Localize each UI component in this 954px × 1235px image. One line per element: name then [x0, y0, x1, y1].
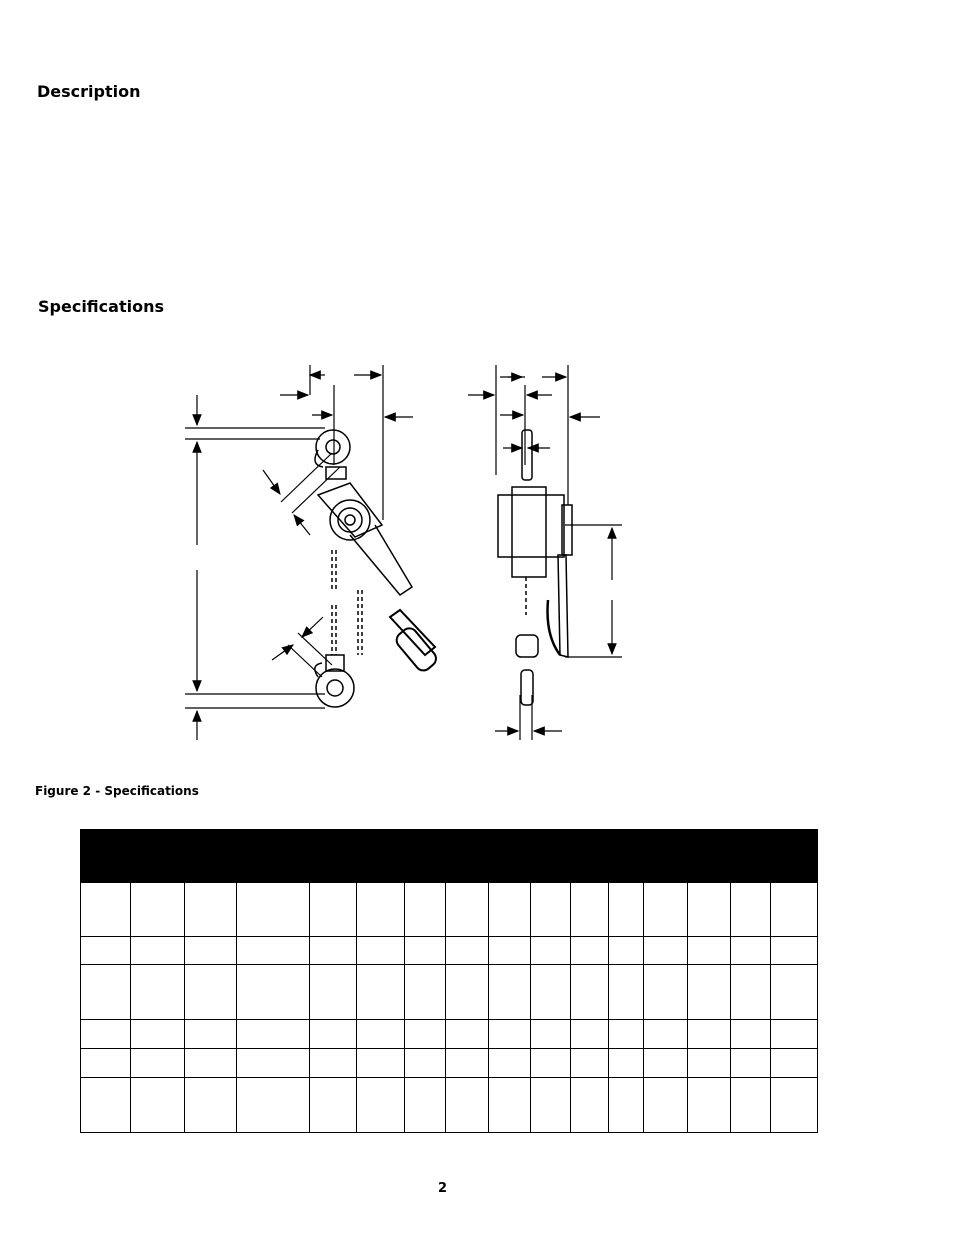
table-cell [688, 1078, 731, 1133]
table-cell [81, 965, 131, 1020]
table-cell [310, 1020, 357, 1049]
table-cell [185, 1049, 237, 1078]
table-cell [237, 1020, 310, 1049]
table-cell [571, 1078, 609, 1133]
table-cell [609, 965, 644, 1020]
table-cell [185, 1078, 237, 1133]
table-cell [731, 1078, 771, 1133]
table-header-row [81, 830, 818, 883]
table-row [81, 1020, 818, 1049]
table-row [81, 1078, 818, 1133]
table-cell [237, 937, 310, 965]
specifications-heading: Specifications [38, 297, 164, 316]
table-cell [731, 937, 771, 965]
table-cell [688, 1049, 731, 1078]
table-cell [405, 965, 446, 1020]
table-cell [310, 937, 357, 965]
table-cell [131, 965, 185, 1020]
table-cell [357, 883, 405, 937]
table-cell [731, 1020, 771, 1049]
table-cell [609, 937, 644, 965]
table-cell [237, 1049, 310, 1078]
table-cell [688, 937, 731, 965]
front-view-hoist [315, 430, 439, 707]
table-cell [644, 883, 688, 937]
table-cell [405, 1049, 446, 1078]
table-cell [771, 1078, 818, 1133]
table-cell [446, 1078, 489, 1133]
table-cell [688, 883, 731, 937]
table-cell [131, 1078, 185, 1133]
table-cell [310, 1078, 357, 1133]
table-cell [81, 1078, 131, 1133]
side-dimension-lines [468, 365, 622, 740]
table-cell [489, 937, 531, 965]
table-cell [446, 1020, 489, 1049]
table-cell [609, 1078, 644, 1133]
table-cell [531, 1020, 571, 1049]
table-cell [357, 1049, 405, 1078]
table-cell [644, 965, 688, 1020]
table-cell [771, 1049, 818, 1078]
table-cell [571, 1020, 609, 1049]
table-cell [731, 883, 771, 937]
table-cell [405, 1020, 446, 1049]
table-cell [489, 1020, 531, 1049]
table-cell [131, 1020, 185, 1049]
table-row [81, 937, 818, 965]
table-cell [644, 1049, 688, 1078]
lever-hoist-diagram [150, 355, 650, 745]
table-cell [310, 883, 357, 937]
specifications-table [80, 829, 818, 1133]
table-cell [185, 883, 237, 937]
table-cell [357, 1020, 405, 1049]
table-cell [609, 1049, 644, 1078]
table-cell [185, 965, 237, 1020]
table-cell [446, 965, 489, 1020]
table-row [81, 883, 818, 937]
table-header-cell [81, 830, 818, 883]
table-cell [644, 1020, 688, 1049]
table-cell [571, 883, 609, 937]
table-cell [81, 937, 131, 965]
table-cell [237, 1078, 310, 1133]
page-number: 2 [438, 1181, 448, 1196]
table-cell [609, 883, 644, 937]
table-cell [81, 1020, 131, 1049]
table-cell [405, 1078, 446, 1133]
table-cell [446, 937, 489, 965]
table-cell [405, 883, 446, 937]
table-cell [185, 1020, 237, 1049]
table-cell [310, 965, 357, 1020]
table-cell [531, 937, 571, 965]
table-cell [131, 883, 185, 937]
table-cell [644, 937, 688, 965]
table-cell [771, 1020, 818, 1049]
side-view-hoist [498, 430, 572, 705]
table-cell [531, 965, 571, 1020]
table-cell [731, 1049, 771, 1078]
table-cell [771, 965, 818, 1020]
table-cell [531, 883, 571, 937]
front-dimension-lines [185, 365, 413, 740]
description-heading: Description [37, 82, 141, 101]
table-cell [310, 1049, 357, 1078]
table-cell [771, 883, 818, 937]
table-cell [405, 937, 446, 965]
table-cell [489, 965, 531, 1020]
table-cell [81, 883, 131, 937]
table-cell [531, 1049, 571, 1078]
table-cell [237, 965, 310, 1020]
table-cell [131, 937, 185, 965]
table-cell [571, 937, 609, 965]
table-cell [688, 1020, 731, 1049]
table-cell [571, 1049, 609, 1078]
figure-caption: Figure 2 - Specifications [35, 784, 199, 798]
table-cell [489, 1078, 531, 1133]
table-cell [771, 937, 818, 965]
table-cell [489, 1049, 531, 1078]
table-cell [571, 965, 609, 1020]
table-cell [489, 883, 531, 937]
table-cell [688, 965, 731, 1020]
table-cell [531, 1078, 571, 1133]
table-cell [357, 965, 405, 1020]
table-cell [185, 937, 237, 965]
table-cell [357, 1078, 405, 1133]
table-cell [357, 937, 405, 965]
table-cell [81, 1049, 131, 1078]
table-cell [446, 1049, 489, 1078]
table-cell [609, 1020, 644, 1049]
table-cell [644, 1078, 688, 1133]
table-cell [731, 965, 771, 1020]
table-cell [131, 1049, 185, 1078]
table-row [81, 1049, 818, 1078]
table-row [81, 965, 818, 1020]
table-cell [237, 883, 310, 937]
table-cell [446, 883, 489, 937]
